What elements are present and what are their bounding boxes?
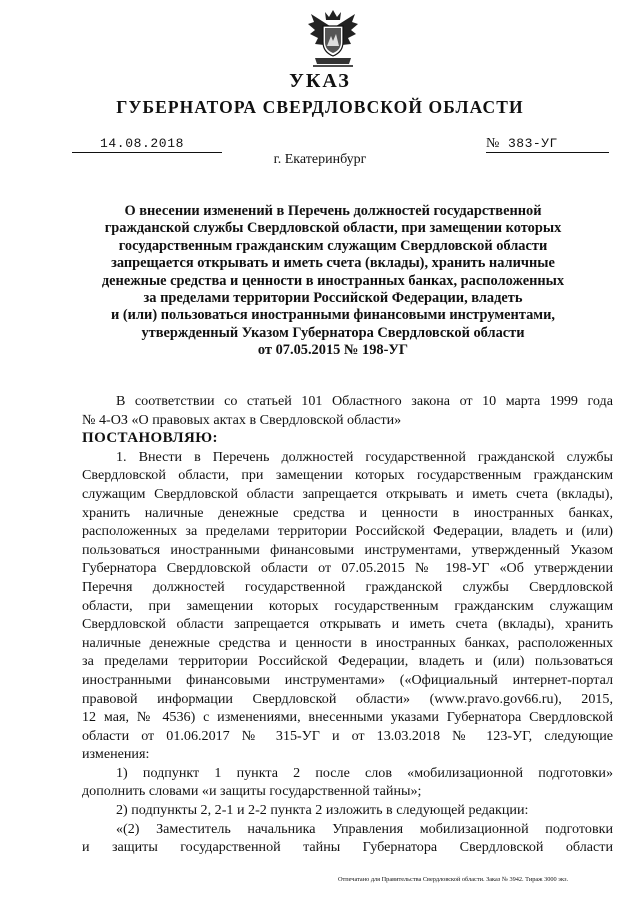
body-line: наличные денежные средства и ценности в иностранных банках, расположенных xyxy=(82,634,613,651)
resolution-keyword: ПОСТАНОВЛЯЮ: xyxy=(82,430,218,447)
document-title: УКАЗ xyxy=(289,70,351,92)
body-line: 1) подпункт 1 пункта 2 после слов «мобилизационной подготовки» xyxy=(116,764,613,781)
body-line: расположенных за пределами территории Российской Федерации, владеть и (или) xyxy=(82,523,613,540)
heading-line: О внесении изменений в Перечень должностей государственной xyxy=(124,203,542,219)
coat-of-arms-emblem xyxy=(305,8,361,70)
body-line: пользоваться иностранными финансовыми инструментами, утвержденный Указом xyxy=(82,541,613,558)
document-number: 383-УГ xyxy=(508,136,558,151)
body-line: № 4-ОЗ «О правовых актах в Свердловской области» xyxy=(82,411,402,428)
heading-line: гражданской службы Свердловской области, при замещении которых xyxy=(104,220,562,237)
body-line: дополнить словами «и защиты государственной тайны»; xyxy=(82,783,422,800)
body-line: хранить наличные денежные средства и ценности в иностранных банках, xyxy=(82,504,613,521)
body-line: иностранными финансовыми инструментами» («Официальный интернет-портал xyxy=(82,671,613,688)
heading-line: утвержденный Указом Губернатора Свердловской области xyxy=(141,324,525,341)
body-line: Губернатора Свердловской области от 07.05.2015 № 198-УГ «Об утверждении xyxy=(82,560,613,577)
body-line: Свердловской области, при замещении которых государственным гражданским xyxy=(82,467,613,484)
body-line: Перечня должностей государственной гражданской службы Свердловской xyxy=(82,578,613,595)
body-line: Свердловской области запрещается открывать и иметь счета (вклады), хранить xyxy=(82,616,613,633)
body-line: области, при замещении которых государственным гражданским служащим xyxy=(82,597,613,614)
body-line: служащим Свердловской области запрещается открывать и иметь счета (вклады), xyxy=(82,485,613,502)
print-footer: Отпечатано для Правительства Свердловской области. Заказ № 3942. Тираж 3000 экз. xyxy=(338,876,569,883)
body-line: 2) подпункты 2, 2-1 и 2-2 пункта 2 изложить в следующей редакции: xyxy=(116,802,529,819)
document-body xyxy=(82,392,613,857)
heading-line: денежные средства и ценности в иностранных банках, расположенных xyxy=(101,272,565,289)
heading-line: за пределами территории Российской Федерации, владеть xyxy=(143,290,523,307)
body-line: 1. Внести в Перечень должностей государственной гражданской службы xyxy=(116,448,613,465)
heading-line: государственным гражданским служащим Свердловской области xyxy=(118,237,548,254)
body-line: «(2) Заместитель начальника Управления мобилизационной подготовки xyxy=(116,820,613,837)
heading-line: от 07.05.2015 № 198-УГ xyxy=(257,342,409,359)
heading-line: запрещается открывать и иметь счета (вклады), хранить наличные xyxy=(111,255,555,272)
body-line: В соответствии со статьей 101 Областного закона от 10 марта 1999 года xyxy=(116,393,613,409)
body-line: за пределами территории Российской Федерации, владеть и (или) пользоваться xyxy=(82,653,613,670)
body-line: 12 мая, № 4536) с изменениями, внесенными указами Губернатора Свердловской xyxy=(82,709,613,726)
body-line: изменения: xyxy=(82,746,150,763)
document-subtitle: ГУБЕРНАТОРА СВЕРДЛОВСКОЙ ОБЛАСТИ xyxy=(116,97,524,117)
heading-line: и (или) пользоваться иностранными финансовыми инструментами, xyxy=(110,307,555,324)
number-label: № xyxy=(486,136,500,151)
document-city: г. Екатеринбург xyxy=(273,152,367,167)
document-heading xyxy=(98,203,568,360)
body-line: правовой информации Свердловской области» (www.pravo.gov66.ru), 2015, xyxy=(82,690,613,707)
body-line: и защиты государственной тайны Губернатора Свердловской области xyxy=(82,839,613,856)
body-line: области от 01.06.2017 № 315-УГ и от 13.03.2018 № 123-УГ, следующие xyxy=(82,727,613,744)
document-date: 14.08.2018 xyxy=(100,136,185,151)
